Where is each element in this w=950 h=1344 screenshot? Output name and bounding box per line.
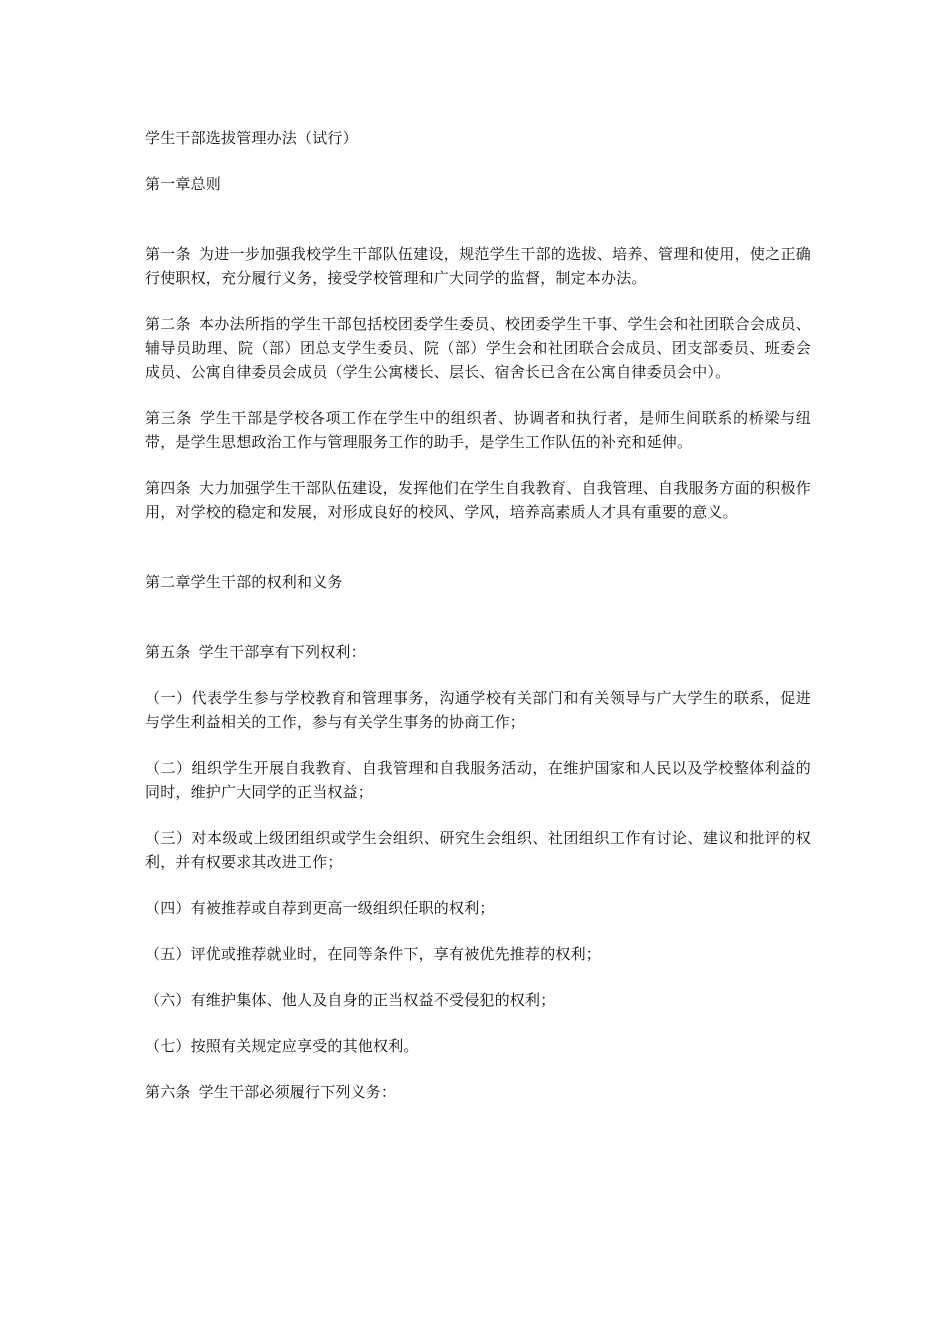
document-body bbox=[145, 126, 811, 1104]
article-number: 第五条 bbox=[145, 643, 191, 661]
right-item: （七）按照有关规定应享受的其他权利。 bbox=[145, 1037, 419, 1055]
article-6 bbox=[145, 1080, 811, 1104]
article-text: 大力加强学生干部队伍建设，发挥他们在学生自我教育、自我管理、自我服务方面的积极作用，对学校的稳定和发展，对形成良好的校风、学风，培养高素质人才具有重要的意义。 bbox=[145, 479, 811, 521]
article-3 bbox=[145, 406, 811, 454]
right-item: （五）评优或推荐就业时，在同等条件下，享有被优先推荐的权利； bbox=[145, 945, 602, 963]
right-item: （三）对本级或上级团组织或学生会组织、研究生会组织、社团组织工作有讨论、建议和批评的权利，并有权要求其改进工作； bbox=[145, 829, 811, 871]
right-item: （六）有维护集体、他人及自身的正当权益不受侵犯的权利； bbox=[145, 991, 556, 1009]
article-1 bbox=[145, 242, 811, 290]
article-text: 学生干部是学校各项工作在学生中的组织者、协调者和执行者，是师生间联系的桥梁与纽带，是学生思想政治工作与管理服务工作的助手，是学生工作队伍的补充和延伸。 bbox=[145, 409, 811, 451]
right-item: （一）代表学生参与学校教育和管理事务，沟通学校有关部门和有关领导与广大学生的联系，促进与学生利益相关的工作，参与有关学生事务的协商工作； bbox=[145, 689, 811, 731]
article-number: 第一条 bbox=[145, 245, 191, 263]
article-number: 第三条 bbox=[145, 409, 193, 427]
article-text: 本办法所指的学生干部包括校团委学生委员、校团委学生干事、学生会和社团联合会成员、辅导员助理、院（部）团总支学生委员、院（部）学生会和社团联合会成员、团支部委员、班委会成员、公寓自律委员会成员（学生公寓楼长、层长、宿舍长已含在公寓自律委员会中）。 bbox=[145, 315, 811, 381]
article-text: 学生干部必须履行下列义务： bbox=[198, 1083, 397, 1101]
article-number: 第二条 bbox=[145, 315, 191, 333]
right-item: （四）有被推荐或自荐到更高一级组织任职的权利； bbox=[145, 899, 495, 917]
article-2 bbox=[145, 312, 811, 384]
article-5 bbox=[145, 640, 811, 664]
article-number: 第四条 bbox=[145, 479, 191, 497]
right-item: （二）组织学生开展自我教育、自我管理和自我服务活动，在维护国家和人民以及学校整体利益的同时，维护广大同学的正当权益； bbox=[145, 759, 811, 801]
article-number: 第六条 bbox=[145, 1083, 191, 1101]
article-text: 学生干部享有下列权利： bbox=[198, 643, 366, 661]
chapter-heading-2: 第二章学生干部的权利和义务 bbox=[145, 573, 343, 591]
article-text: 为进一步加强我校学生干部队伍建设，规范学生干部的选拔、培养、管理和使用，使之正确行使职权，充分履行义务，接受学校管理和广大同学的监督，制定本办法。 bbox=[145, 245, 811, 287]
document-title: 学生干部选拔管理办法（试行） bbox=[145, 129, 358, 147]
article-4 bbox=[145, 476, 811, 524]
chapter-heading-1: 第一章总则 bbox=[145, 175, 222, 193]
